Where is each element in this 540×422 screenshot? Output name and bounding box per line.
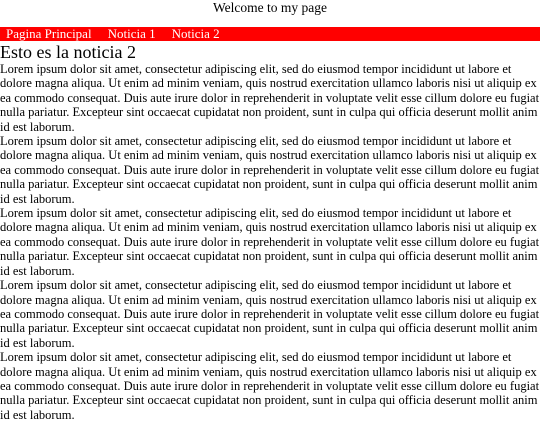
article-paragraph: Lorem ipsum dolor sit amet, consectetur adipiscing elit, sed do eiusmod tempor incididunt ut labore et dolore magna aliqua. Ut enim ad minim veniam, quis nostrud exercitation ullamco laboris nisi ut aliquip ex ea commodo consequat. Duis aute irure dolor in reprehenderit in voluptate velit esse cillum dolore eu fugiat nulla pariatur. Excepteur sint occaecat cupidatat non proident, sunt in culpa qui officia deserunt mollit anim id est laborum. xyxy=(0,62,540,134)
article xyxy=(0,42,540,422)
article-paragraph: Lorem ipsum dolor sit amet, consectetur adipiscing elit, sed do eiusmod tempor incididunt ut labore et dolore magna aliqua. Ut enim ad minim veniam, quis nostrud exercitation ullamco laboris nisi ut aliquip ex ea commodo consequat. Duis aute irure dolor in reprehenderit in voluptate velit esse cillum dolore eu fugiat nulla pariatur. Excepteur sint occaecat cupidatat non proident, sunt in culpa qui officia deserunt mollit anim id est laborum. xyxy=(0,350,540,422)
nav-bar xyxy=(0,27,540,41)
article-paragraph: Lorem ipsum dolor sit amet, consectetur adipiscing elit, sed do eiusmod tempor incididunt ut labore et dolore magna aliqua. Ut enim ad minim veniam, quis nostrud exercitation ullamco laboris nisi ut aliquip ex ea commodo consequat. Duis aute irure dolor in reprehenderit in voluptate velit esse cillum dolore eu fugiat nulla pariatur. Excepteur sint occaecat cupidatat non proident, sunt in culpa qui officia deserunt mollit anim id est laborum. xyxy=(0,278,540,350)
article-paragraph: Lorem ipsum dolor sit amet, consectetur adipiscing elit, sed do eiusmod tempor incididunt ut labore et dolore magna aliqua. Ut enim ad minim veniam, quis nostrud exercitation ullamco laboris nisi ut aliquip ex ea commodo consequat. Duis aute irure dolor in reprehenderit in voluptate velit esse cillum dolore eu fugiat nulla pariatur. Excepteur sint occaecat cupidatat non proident, sunt in culpa qui officia deserunt mollit anim id est laborum. xyxy=(0,134,540,206)
welcome-title: Welcome to my page xyxy=(213,0,327,15)
article-title: Esto es la noticia 2 xyxy=(0,42,136,62)
nav-link-pagina-principal[interactable]: Pagina Principal xyxy=(6,26,92,41)
article-paragraph: Lorem ipsum dolor sit amet, consectetur adipiscing elit, sed do eiusmod tempor incididunt ut labore et dolore magna aliqua. Ut enim ad minim veniam, quis nostrud exercitation ullamco laboris nisi ut aliquip ex ea commodo consequat. Duis aute irure dolor in reprehenderit in voluptate velit esse cillum dolore eu fugiat nulla pariatur. Excepteur sint occaecat cupidatat non proident, sunt in culpa qui officia deserunt mollit anim id est laborum. xyxy=(0,206,540,278)
nav-link-noticia-2[interactable]: Noticia 2 xyxy=(171,26,220,41)
nav-link-noticia-1[interactable]: Noticia 1 xyxy=(107,26,156,41)
page-header xyxy=(0,0,540,27)
